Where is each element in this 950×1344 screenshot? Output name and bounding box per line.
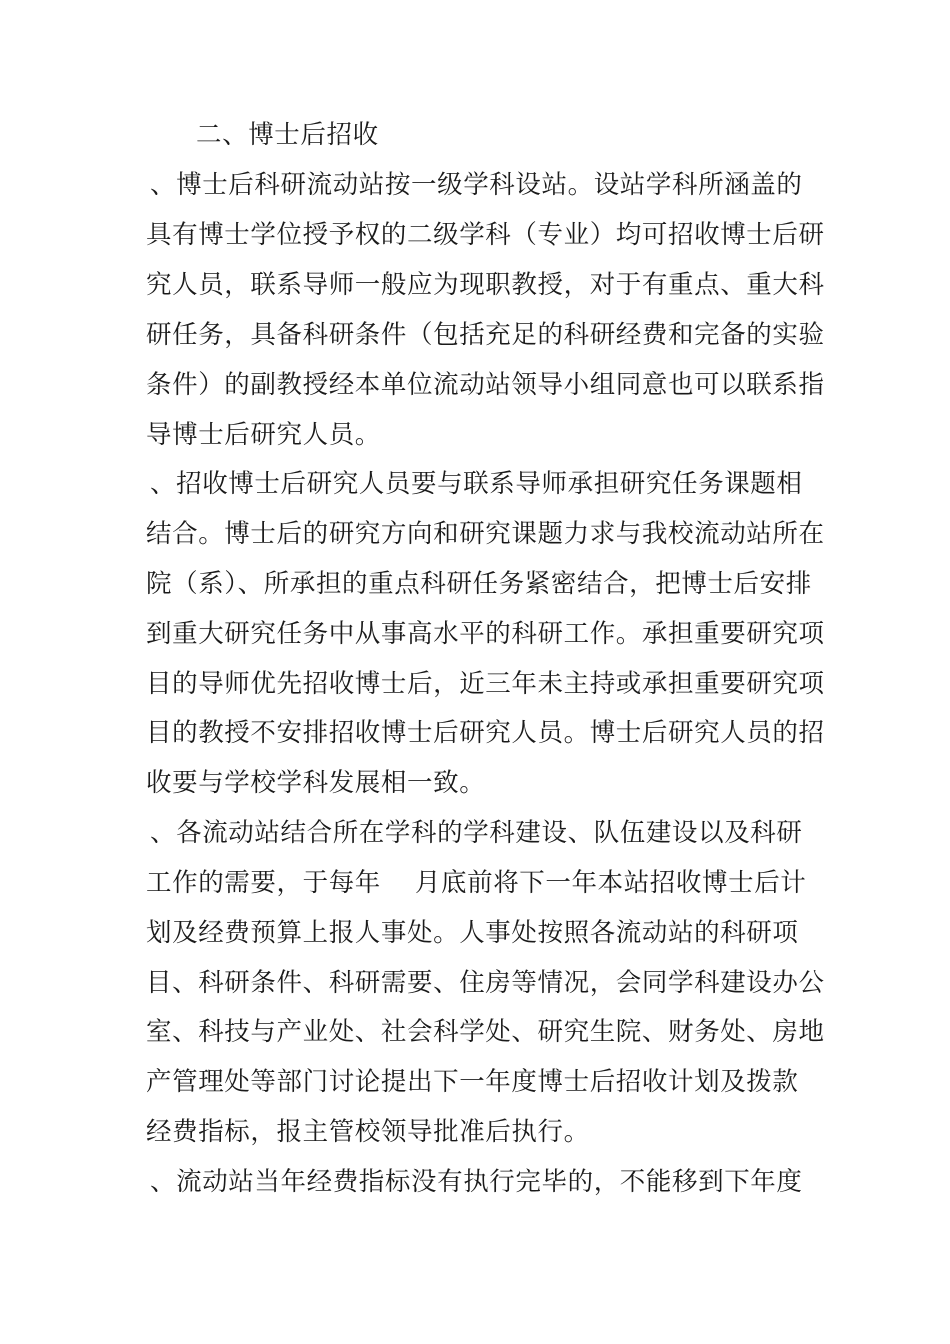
paragraph-1-line-6: 导博士后研究人员。 — [146, 420, 381, 450]
paragraph-1-line-1: 、博士后科研流动站按一级学科设站。设站学科所涵盖的 — [150, 170, 803, 200]
paragraph-3-line-6: 产管理处等部门讨论提出下一年度博士后招收计划及拨款 — [146, 1067, 799, 1097]
paragraph-2-line-1: 、招收博士后研究人员要与联系导师承担研究任务课题相 — [150, 469, 803, 499]
paragraph-3-line-5: 室、科技与产业处、社会科学处、研究生院、财务处、房地 — [146, 1017, 825, 1047]
paragraph-1-line-5: 条件）的副教授经本单位流动站领导小组同意也可以联系指 — [146, 370, 825, 400]
paragraph-1-line-4: 研任务，具备科研条件（包括充足的科研经费和完备的实验 — [146, 320, 825, 350]
paragraph-3-line-4: 目、科研条件、科研需要、住房等情况，会同学科建设办公 — [146, 968, 825, 998]
paragraph-4-line-1: 、流动站当年经费指标没有执行完毕的，不能移到下年度 — [150, 1167, 803, 1197]
paragraph-2-line-3: 院（系）、所承担的重点科研任务紧密结合，把博士后安排 — [146, 569, 812, 599]
paragraph-3-line-2-part-1: 工作的需要，于每年 — [146, 868, 381, 898]
paragraph-2-line-2: 结合。博士后的研究方向和研究课题力求与我校流动站所在 — [146, 519, 825, 549]
paragraph-1-line-2: 具有博士学位授予权的二级学科（专业）均可招收博士后研 — [146, 220, 825, 250]
paragraph-1-line-3: 究人员，联系导师一般应为现职教授，对于有重点、重大科 — [146, 270, 825, 300]
paragraph-2-line-5: 目的导师优先招收博士后，近三年未主持或承担重要研究项 — [146, 669, 825, 699]
paragraph-3-line-7: 经费指标，报主管校领导批准后执行。 — [146, 1117, 590, 1147]
paragraph-3-line-1: 、各流动站结合所在学科的学科建设、队伍建设以及科研 — [150, 818, 803, 848]
paragraph-3-line-2 — [146, 868, 806, 898]
paragraph-2-line-6: 目的教授不安排招收博士后研究人员。博士后研究人员的招 — [146, 718, 825, 748]
paragraph-2-line-7: 收要与学校学科发展相一致。 — [146, 768, 486, 798]
section-heading: 二、博士后招收 — [196, 120, 379, 150]
paragraph-2-line-4: 到重大研究任务中从事高水平的科研工作。承担重要研究项 — [146, 619, 825, 649]
paragraph-3-line-3: 划及经费预算上报人事处。人事处按照各流动站的科研项 — [146, 918, 799, 948]
paragraph-3-line-2-part-2: 月底前将下一年本站招收博士后计 — [414, 868, 807, 898]
